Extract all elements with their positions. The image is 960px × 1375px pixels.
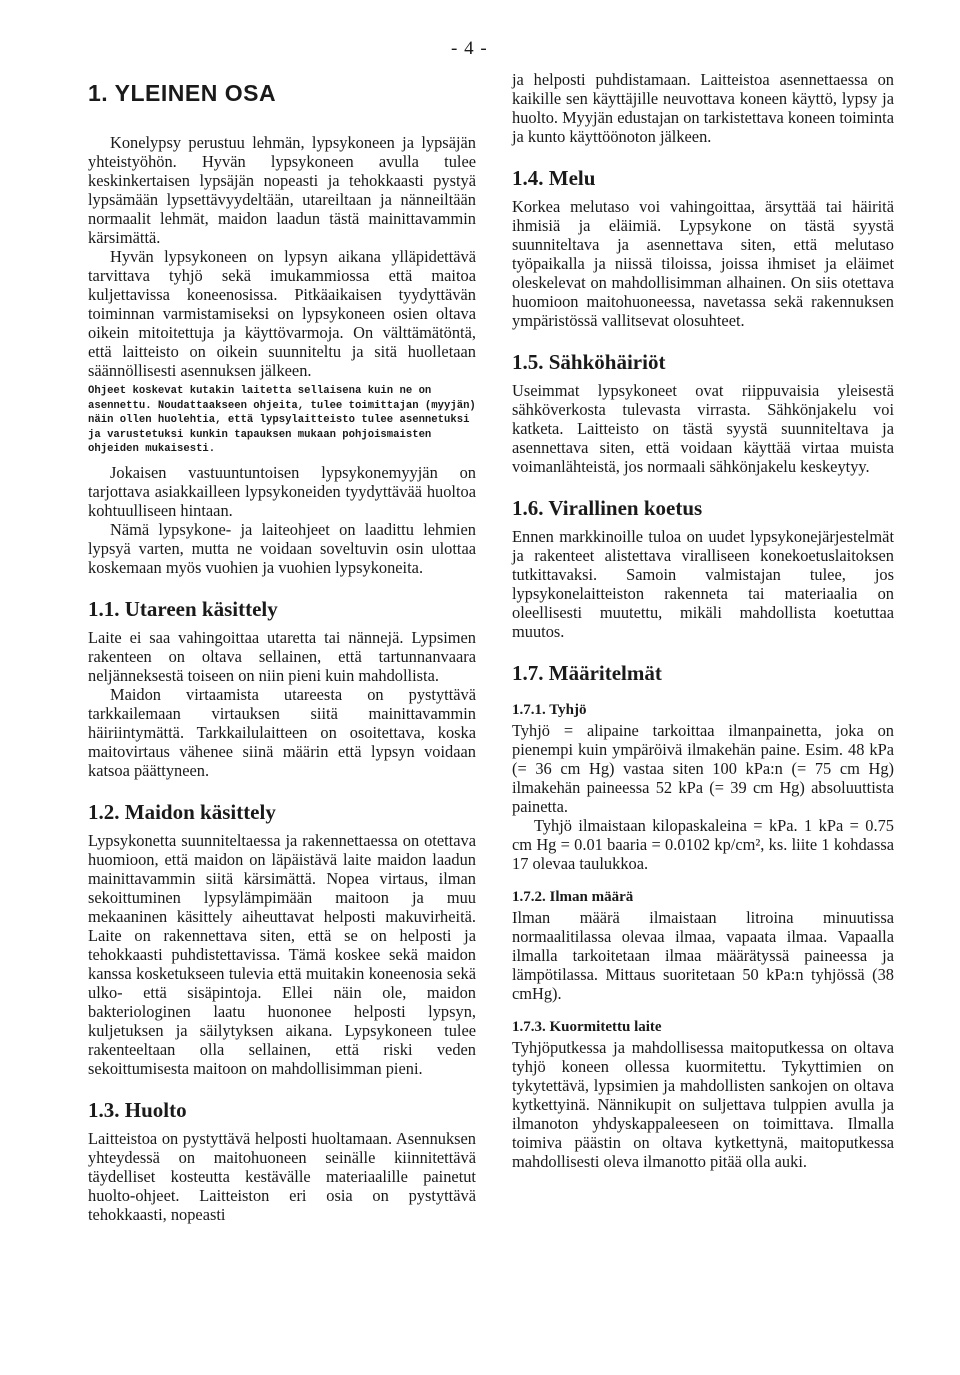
subsection-heading: 1.1. Utareen käsittely (88, 596, 278, 621)
subsection-heading: 1.2. Maidon käsittely (88, 799, 276, 824)
subsubsection-heading: 1.7.3. Kuormitettu laite (512, 1019, 662, 1035)
intro-paragraph: Konelypsy perustuu lehmän, lypsykoneen ja lypsäjän yhteistyöhön. Hyvän lypsykoneen avulla tulee keskinkertaisen lypsäjän nopeasti ja tehokkaasti pystyä lypsämään lypsettävyydeltään, utareiltaan ja nänneiltään normaalit lehmät, maidon laadun tästä mainittavammin kärsimättä. (88, 133, 476, 247)
body-paragraph: Laite ei saa vahingoittaa utaretta tai nännejä. Lypsimen rakenteen on oltava sellainen, että tartunnanvaara neljänneksestä toiseen on niin pieni kuin mahdollista. (88, 627, 476, 685)
body-paragraph: Korkea melutaso voi vahingoittaa, ärsyttää tai häiritä ihmisiä ja eläimiä. Lypsykone on tästä syystä suunniteltava ja asennettava siten, että melutaso työpaikalla ja niissä tiloissa, joissa ihmiset ja eläimet oleskelevat on mahdollisimman alhainen. On siis otettava huomioon maitohuoneessa, navetassa sekä rakennuksen ympäristössä vallitsevat olosuhteet. (512, 197, 894, 330)
body-paragraph: Lypsykonetta suunniteltaessa ja rakennettaessa on otettava huomioon, että maidon on läpäistävä laite maidon laadun mainittavammin siitä kärsimättä. Nopea virtaus, ilman sekoittuminen lypsylämpimään maitoon ja muu mekaaninen käsittely aiheuttavat helposti makuvirheitä. Laite on rakennettava siten, että se on helposti ja tehokkaasti puhdistettavissa. Tämä koskee sekä maidon kanssa kosketukseen tulevia että muitakin koneenosia sekä ulko- että sisäpintoja. Ellei näin ole, maidon bakteriologinen laatu huononee helposti lypsyn, kuljetuksen ja säilytyksen aikana. Lypsykoneen tulee rakenteeltaan olla sellainen, että riski veden sekoittumisesta maitoon on mahdollisimman pieni. (88, 830, 476, 1078)
intro-paragraph: Hyvän lypsykoneen on lypsyn aikana ylläpidettävä tarvittava tyhjö sekä imukammiossa että maitoa kuljettavissa koneenosissa. Pitkäaikaisen tyydyttävän toiminnan varmistamiseksi on lypsykoneen osien oltava oikein mitoitettuja ja käyttövarmoja. On välttämätöntä, että laitteisto on oikein suunniteltu ja sitä huolletaan säännöllisesti asennuksen jälkeen. (88, 247, 476, 380)
body-paragraph: Useimmat lypsykoneet ovat riippuvaisia yleisestä sähköverkosta tulevasta virrasta. Sähkönjakelu voi katketa. Laitteisto on tästä syystä suunniteltava ja asennettava siten, että voidaan käyttää virtaa muista voimanlähteistä, jos normaali sähkönjakelu keskeytyy. (512, 381, 894, 476)
right-column (512, 70, 894, 1171)
body-paragraph: Tyhjö ilmaistaan kilopaskaleina = kPa. 1 kPa = 0.75 cm Hg = 0.01 baaria = 0.0102 kp/cm², ks. liite 1 kohdassa 17 olevaa taulukkoa. (512, 816, 894, 873)
body-paragraph: ja helposti puhdistamaan. Laitteistoa asennettaessa on kaikille sen käyttäjille neuvottava koneen käyttö, lypsy ja huolto. Myyjän edustajan on tarkistettava koneen toiminta ja kunto käyttöönoton jälkeen. (512, 70, 894, 146)
subsection-heading: 1.3. Huolto (88, 1097, 187, 1122)
body-paragraph: Maidon virtaamista utareesta on pystyttävä tarkkailemaan virtauksen siitä mainittavammin häiriintymättä. Tarkkailulaitteen on osoitettava, koska maitovirtaus vähenee siinä määrin että lypsyn voidaan katsoa päättyneen. (88, 684, 476, 780)
intro-paragraph: Nämä lypsykone- ja laiteohjeet on laadittu lehmien lypsyä varten, mutta ne voidaan soveltuvin osin ulottaa koskemaan myös vuohien ja vuohien lypsykoneita. (88, 519, 476, 577)
subsubsection-heading: 1.7.1. Tyhjö (512, 702, 587, 718)
subsubsection-heading: 1.7.2. Ilman määrä (512, 889, 634, 905)
subsection-heading: 1.7. Määritelmät (512, 661, 662, 685)
left-column (88, 70, 476, 1224)
body-paragraph: Tyhjö = alipaine tarkoittaa ilmanpainetta, joka on pienempi kuin ympäröivä ilmakehän paine. Esim. 48 kPa (= 36 cm Hg) vastaa siten 100 kPa:n (= 75 cm Hg) ilmakehän paineessa 52 kPa (= 39 cm Hg) absoluuttista painetta. (512, 721, 894, 816)
page-number: - 4 - (451, 38, 488, 59)
subsection-heading: 1.4. Melu (512, 166, 596, 190)
typed-note: Ohjeet koskevat kutakin laitetta sellaisena kuin ne on asennettu. Noudattaakseen ohjeita, tulee toimittajan (myyjän) näin ollen huolehtia, että lypsylaitteisto tulee asennetuksi ja varustetuksi kunkin tapauksen mukaan pohjoismaisten ohjeiden mukaisesti. (88, 385, 476, 455)
subsection-heading: 1.5. Sähköhäiriöt (512, 350, 666, 374)
body-paragraph: Tyhjöputkessa ja mahdollisessa maitoputkessa on oltava tyhjö koneen ollessa kuormitettu. Tykyttimien on tykytettävä, lypsimien ja mahdollisten sankojen on oltava kytkettyinä. Nännikupit on suljettava tulppien avulla ja ilmanoton yhdyskappaleeseen on toimittava. Ilmalla toimiva päästin on oltava kytkettynä, maitoputkessa mahdollisesti oleva ilmanotto pitää olla auki. (512, 1038, 894, 1171)
intro-paragraph: Jokaisen vastuuntuntoisen lypsykonemyyjän on tarjottava asiakkailleen lypsykoneiden tyydyttävää huoltoa kohtuulliseen hintaan. (88, 462, 476, 520)
body-paragraph: Ilman määrä ilmaistaan litroina minuutissa normaalitilassa olevaa ilmaa, vapaata ilmaa. Vapaalla ilmalla tarkoitetaan ilmaa määrätyssä paineessa ja lämpötilassa. Mittaus suoritetaan 50 kPa:n tyhjössä (38 cmHg). (512, 908, 894, 1003)
body-paragraph: Ennen markkinoille tuloa on uudet lypsykonejärjestelmät ja rakenteet alistettava viralliseen konekoetuslaitoksen tutkittavaksi. Samoin valmistajan tulee, jos lypsykonelaitteiston rakenneta tai materiaalia on oleellisesti muutettu, mikäli mahdollista koetuttaa muutos. (512, 527, 894, 641)
body-paragraph: Laitteistoa on pystyttävä helposti huoltamaan. Asennuksen yhteydessä on maitohuoneen seinälle kiinnitettävä täydelliset kosteutta kestävälle materiaalille painetut huolto-ohjeet. Laitteiston eri osia on pystyttävä tehokkaasti, nopeasti (88, 1128, 476, 1224)
section-heading: 1. YLEINEN OSA (88, 80, 277, 106)
subsection-heading: 1.6. Virallinen koetus (512, 496, 703, 520)
